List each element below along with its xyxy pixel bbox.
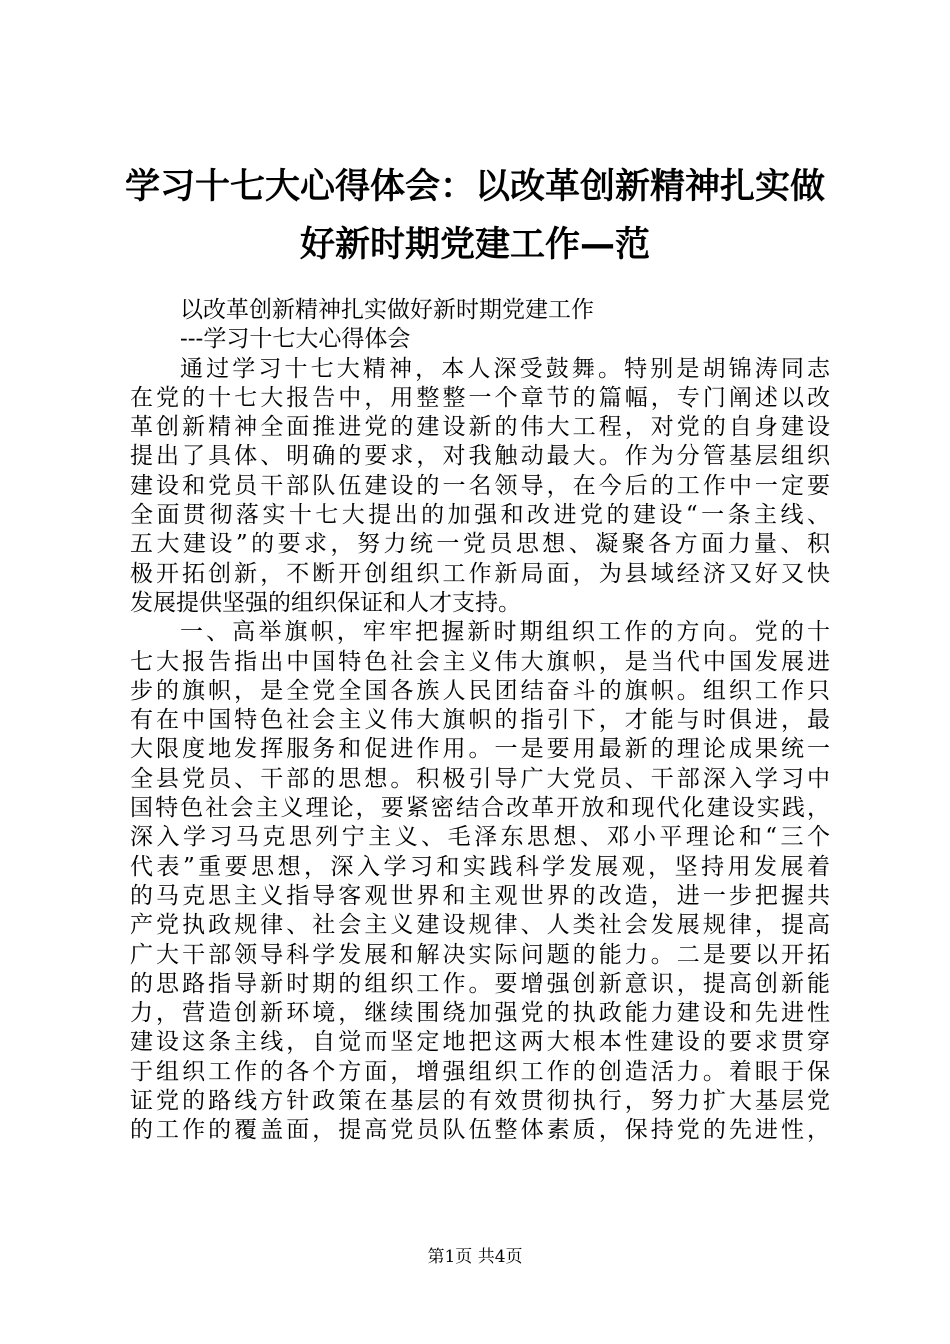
paragraph-1-line: 提出了具体、明确的要求，对我触动最大。作为分管基层组织 — [130, 443, 830, 470]
page-number-footer: 第1页 共4页 — [427, 1247, 523, 1267]
paragraph-2-line: 代表”重要思想，深入学习和实践科学发展观，坚持用发展着 — [130, 853, 830, 880]
subtitle-line-2: ---学习十七大心得体会 — [180, 326, 411, 353]
paragraph-1-line: 五大建设”的要求，努力统一党员思想、凝聚各方面力量、积 — [130, 531, 830, 558]
paragraph-1-line: 全面贯彻落实十七大提出的加强和改进党的建设“一条主线、 — [130, 502, 830, 529]
paragraph-2-line: 深入学习马克思列宁主义、毛泽东思想、邓小平理论和“三个 — [130, 824, 830, 851]
paragraph-2-line: 国特色社会主义理论，要紧密结合改革开放和现代化建设实践， — [130, 795, 830, 822]
paragraph-2-line: 证党的路线方针政策在基层的有效贯彻执行，努力扩大基层党 — [130, 1088, 830, 1115]
paragraph-2-line: 的工作的覆盖面，提高党员队伍整体素质，保持党的先进性， — [130, 1117, 830, 1144]
paragraph-1-line: 革创新精神全面推进党的建设新的伟大工程，对党的自身建设 — [130, 414, 830, 441]
document-title — [110, 158, 840, 274]
paragraph-1-line: 在党的十七大报告中，用整整一个章节的篇幅，专门阐述以改 — [130, 384, 830, 411]
paragraph-2-line: 于组织工作的各个方面，增强组织工作的创造活力。着眼于保 — [130, 1058, 830, 1085]
paragraph-2-line: 建设这条主线，自觉而坚定地把这两大根本性建设的要求贯穿 — [130, 1029, 830, 1056]
paragraph-2-line: 广大干部领导科学发展和解决实际问题的能力。二是要以开拓 — [130, 941, 830, 968]
paragraph-1-line: 极开拓创新，不断开创组织工作新局面，为县域经济又好又快 — [130, 560, 830, 587]
paragraph-2-line: 的马克思主义指导客观世界和主观世界的改造，进一步把握共 — [130, 882, 830, 909]
paragraph-2-line: 七大报告指出中国特色社会主义伟大旗帜，是当代中国发展进 — [130, 648, 830, 675]
document-body — [130, 296, 830, 1146]
paragraph-1-line: 通过学习十七大精神，本人深受鼓舞。特别是胡锦涛同志 — [180, 355, 830, 382]
title-line-1: 学习十七大心得体会：以改革创新精神扎实做 — [124, 167, 825, 207]
paragraph-2-line: 一、高举旗帜，牢牢把握新时期组织工作的方向。党的十 — [180, 619, 830, 646]
paragraph-2-line: 全县党员、干部的思想。积极引导广大党员、干部深入学习中 — [130, 765, 830, 792]
paragraph-2-line: 力，营造创新环境，继续围绕加强党的执政能力建设和先进性 — [130, 1000, 830, 1027]
subtitle-line-1: 以改革创新精神扎实做好新时期党建工作 — [180, 297, 594, 323]
title-line-2: 好新时期党建工作—范 — [299, 225, 650, 265]
paragraph-2-line: 的思路指导新时期的组织工作。要增强创新意识，提高创新能 — [130, 970, 830, 997]
paragraph-2-line: 产党执政规律、社会主义建设规律、人类社会发展规律，提高 — [130, 912, 830, 939]
paragraph-1-line: 建设和党员干部队伍建设的一名领导，在今后的工作中一定要 — [130, 472, 830, 499]
paragraph-2-line: 步的旗帜，是全党全国各族人民团结奋斗的旗帜。组织工作只 — [130, 677, 830, 704]
paragraph-1-line: 发展提供坚强的组织保证和人才支持。 — [130, 589, 521, 616]
paragraph-2-line: 有在中国特色社会主义伟大旗帜的指引下，才能与时俱进，最 — [130, 707, 830, 734]
paragraph-2-line: 大限度地发挥服务和促进作用。一是要用最新的理论成果统一 — [130, 736, 830, 763]
